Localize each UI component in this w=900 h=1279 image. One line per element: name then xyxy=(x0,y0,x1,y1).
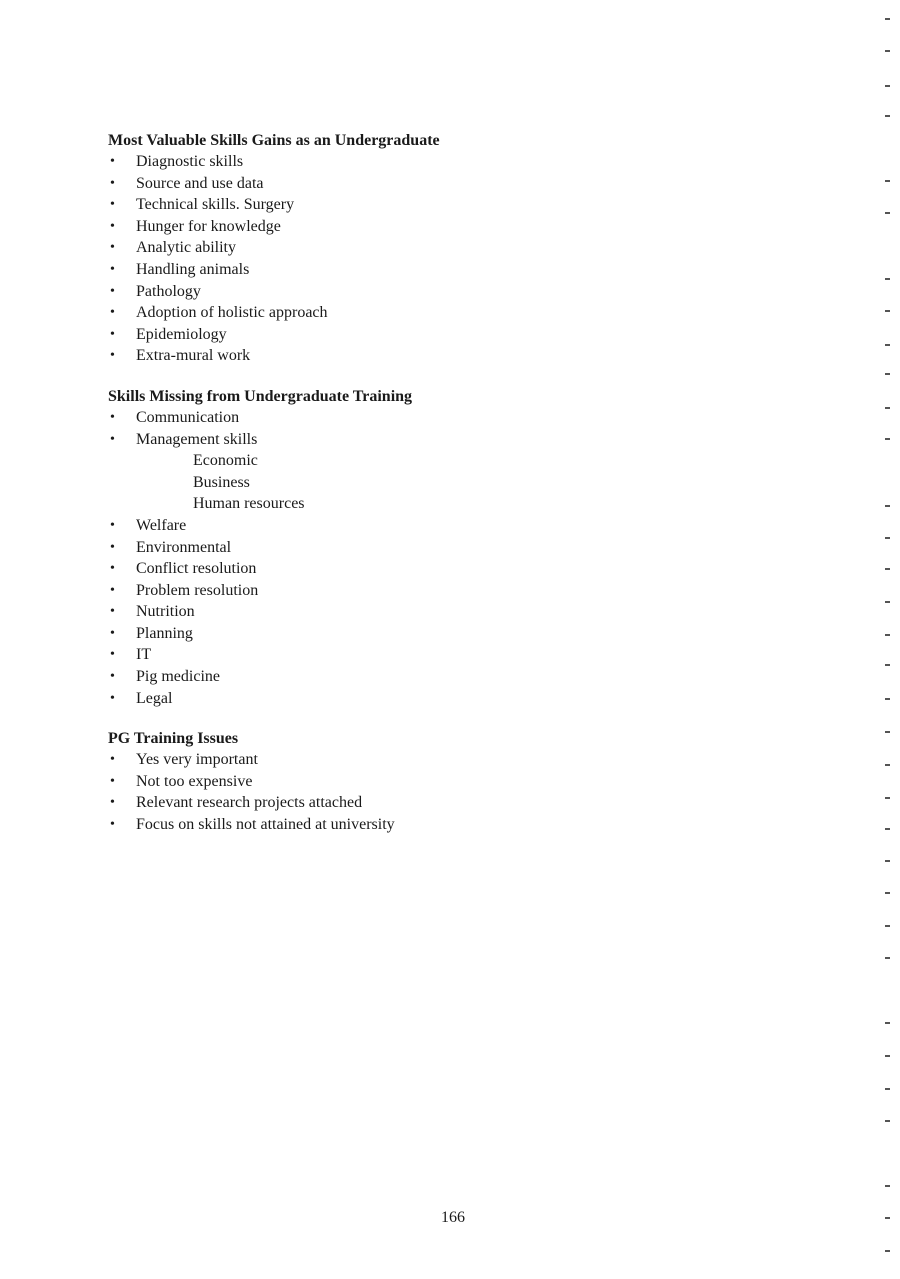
scan-margin-marks xyxy=(880,0,900,1279)
scan-mark xyxy=(885,310,890,312)
scan-mark xyxy=(885,634,890,636)
list-item: • Relevant research projects attached xyxy=(108,792,808,814)
scan-mark xyxy=(885,664,890,666)
bullet-icon: • xyxy=(110,817,115,833)
list-item: • Legal xyxy=(108,688,808,710)
scan-mark xyxy=(885,925,890,927)
scan-mark xyxy=(885,50,890,52)
bullet-icon: • xyxy=(110,669,115,685)
section-heading-valuable-skills: Most Valuable Skills Gains as an Undergraduate xyxy=(108,132,440,149)
spacer xyxy=(108,367,808,386)
spacer xyxy=(108,709,808,728)
bullet-icon: • xyxy=(110,175,115,191)
bullet-icon: • xyxy=(110,752,115,768)
list-item: • Technical skills. Surgery xyxy=(108,194,808,216)
list-item: • Not too expensive xyxy=(108,771,808,793)
bullet-icon: • xyxy=(110,197,115,213)
list-item: • Handling animals xyxy=(108,259,808,281)
scan-mark xyxy=(885,1120,890,1122)
scan-mark xyxy=(885,892,890,894)
bullet-icon: • xyxy=(110,582,115,598)
list-item: • Analytic ability xyxy=(108,237,808,259)
bullet-icon: • xyxy=(110,625,115,641)
scan-mark xyxy=(885,407,890,409)
list-item: • Planning xyxy=(108,623,808,645)
list-item: • Pig medicine xyxy=(108,666,808,688)
scan-mark xyxy=(885,1022,890,1024)
scan-mark xyxy=(885,212,890,214)
bullet-icon: • xyxy=(110,604,115,620)
list-item: • IT xyxy=(108,644,808,666)
list-item: • Yes very important xyxy=(108,749,808,771)
scan-mark xyxy=(885,505,890,507)
list-item: • Adoption of holistic approach xyxy=(108,302,808,324)
scan-mark xyxy=(885,438,890,440)
valuable-skills-list xyxy=(108,151,808,367)
bullet-icon: • xyxy=(110,561,115,577)
bullet-icon: • xyxy=(110,154,115,169)
list-item: • Epidemiology xyxy=(108,324,808,346)
management-subitems xyxy=(136,450,808,515)
list-item: • Focus on skills not attained at university xyxy=(108,814,808,836)
scan-mark xyxy=(885,373,890,375)
scan-mark xyxy=(885,18,890,20)
list-item: • Hunger for knowledge xyxy=(108,216,808,238)
scan-mark xyxy=(885,180,890,182)
scan-mark xyxy=(885,537,890,539)
list-item: • Welfare xyxy=(108,515,808,537)
scan-mark xyxy=(885,1250,890,1252)
scan-mark xyxy=(885,1217,890,1219)
bullet-icon: • xyxy=(110,539,115,555)
list-item: • Nutrition xyxy=(108,601,808,623)
bullet-icon: • xyxy=(110,773,115,789)
scan-mark xyxy=(885,568,890,570)
scan-mark xyxy=(885,860,890,862)
section-heading-missing-skills: Skills Missing from Undergraduate Training xyxy=(108,387,413,405)
scan-mark xyxy=(885,601,890,603)
bullet-icon: • xyxy=(110,409,115,425)
missing-skills-list xyxy=(108,407,808,709)
bullet-icon: • xyxy=(110,261,115,277)
scan-mark xyxy=(885,115,890,117)
bullet-icon: • xyxy=(110,305,115,321)
pg-training-list xyxy=(108,749,808,835)
bullet-icon: • xyxy=(110,517,115,533)
sub-list-item: Business xyxy=(193,473,250,491)
bullet-icon: • xyxy=(110,240,115,256)
list-item: • Pathology xyxy=(108,281,808,303)
scan-mark xyxy=(885,1185,890,1187)
bullet-icon: • xyxy=(110,218,115,234)
list-item: • Source and use data xyxy=(108,173,808,195)
scan-mark xyxy=(885,731,890,733)
page-number: 166 xyxy=(441,1209,465,1226)
sub-list-item: Human resources xyxy=(193,495,305,513)
scan-mark xyxy=(885,797,890,799)
bullet-icon: • xyxy=(110,326,115,342)
list-item: • Extra-mural work xyxy=(108,345,808,367)
list-item: • Management skills Economic Business Human resources xyxy=(108,429,808,515)
scan-mark xyxy=(885,344,890,346)
list-item: • Communication xyxy=(108,407,808,429)
bullet-icon: • xyxy=(110,283,115,299)
document-body xyxy=(108,130,808,836)
list-item: • Diagnostic skills xyxy=(108,151,808,173)
scan-mark xyxy=(885,764,890,766)
scan-mark xyxy=(885,85,890,87)
list-item: • Environmental xyxy=(108,537,808,559)
bullet-icon: • xyxy=(110,431,115,447)
scan-mark xyxy=(885,1055,890,1057)
scan-mark xyxy=(885,957,890,959)
bullet-icon: • xyxy=(110,647,115,663)
scan-mark xyxy=(885,1088,890,1090)
list-item: • Conflict resolution xyxy=(108,558,808,580)
bullet-icon: • xyxy=(110,690,115,706)
scan-mark xyxy=(885,698,890,700)
bullet-icon: • xyxy=(110,348,115,364)
list-item: • Problem resolution xyxy=(108,580,808,602)
section-heading-pg-training: PG Training Issues xyxy=(108,730,239,748)
sub-list-item: Economic xyxy=(193,452,258,470)
scan-mark xyxy=(885,278,890,280)
scan-mark xyxy=(885,828,890,830)
bullet-icon: • xyxy=(110,795,115,811)
